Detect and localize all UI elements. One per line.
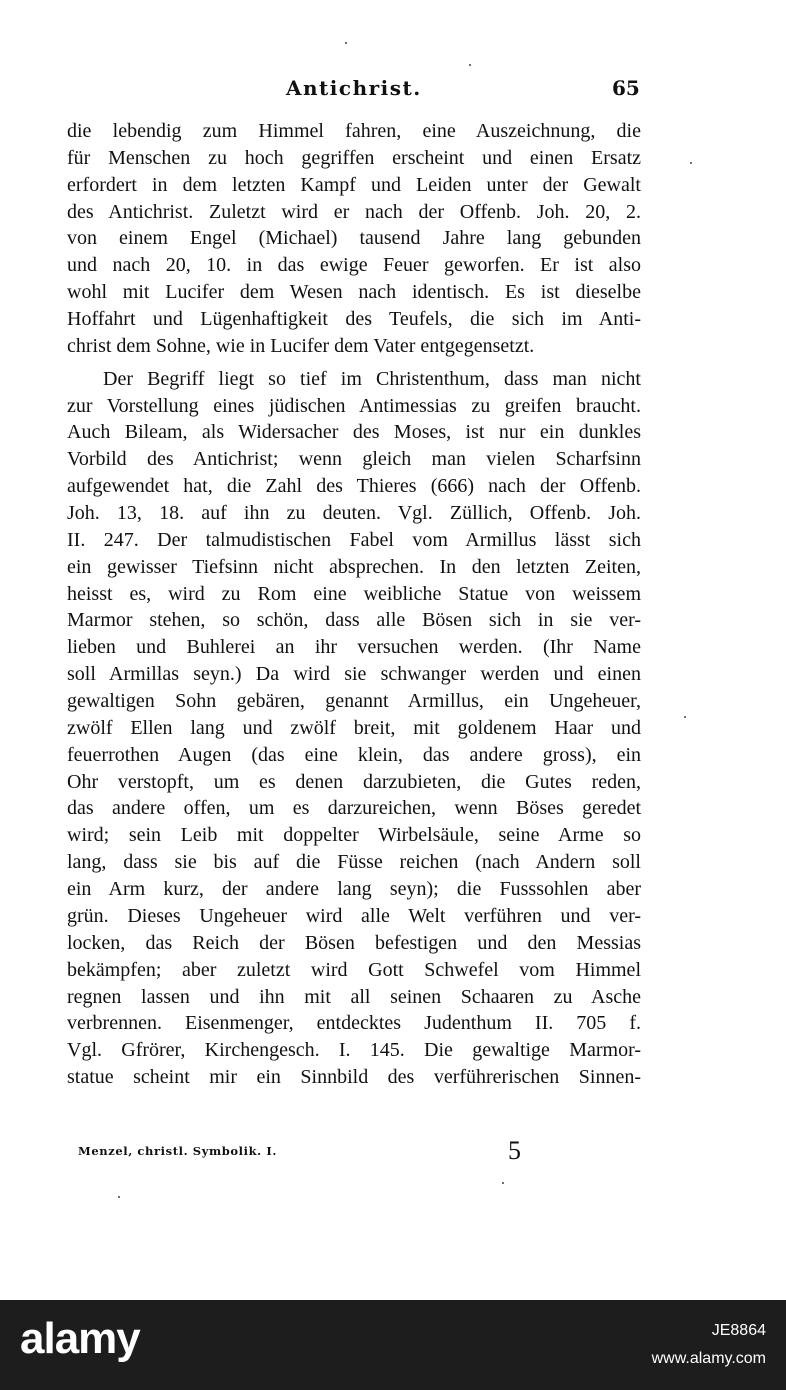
text-line: die lebendig zum Himmel fahren, eine Auszeichnung, die [67,120,641,142]
text-line: II. 247. Der talmudistischen Fabel vom Armillus lässt sich [67,528,641,551]
text-line: ein Arm kurz, der andere lang seyn); die Fusssohlen aber [67,878,641,901]
paper-speck [684,716,686,718]
signature-mark: Menzel, christl. Symbolik. I. [78,1144,277,1158]
paper-speck [469,64,471,66]
text-line: Hoffahrt und Lügenhaftigkeit des Teufels, die sich im Anti- [67,308,641,331]
page-number: 65 [612,76,640,100]
running-head: Antichrist. [286,76,422,100]
text-line: aufgewendet hat, die Zahl des Thieres (666) nach der Offenb. [67,475,641,498]
text-line: Der Begriff liegt so tief im Christenthum, dass man nicht [103,367,641,390]
text-line: Joh. 13, 18. auf ihn zu deuten. Vgl. Züllich, Offenb. Joh. [67,502,641,525]
page-footer [0,1136,786,1168]
text-line: das andere offen, um es darzureichen, wenn Böses geredet [67,797,641,820]
text-line: Vorbild des Antichrist; wenn gleich man vielen Scharfsinn [67,448,641,471]
paper-speck [502,1182,504,1184]
text-line: statue scheint mir ein Sinnbild des verführerischen Sinnen- [67,1066,641,1089]
text-line: lang, dass sie bis auf die Füsse reichen (nach Andern soll [67,851,641,874]
text-line: ein gewisser Tiefsinn nicht absprechen. In den letzten Zeiten, [67,555,641,578]
text-line: erfordert in dem letzten Kampf und Leiden unter der Gewalt [67,173,641,196]
text-line: grün. Dieses Ungeheuer wird alle Welt verführen und ver- [67,904,641,927]
sheet-number: 5 [508,1136,521,1165]
text-line: wird; sein Leib mit doppelter Wirbelsäule, seine Arme so [67,824,641,847]
text-line: locken, das Reich der Bösen befestigen und den Messias [67,931,641,954]
text-line: Vgl. Gfrörer, Kirchengesch. I. 145. Die gewaltige Marmor- [67,1039,641,1062]
paper-speck [345,42,347,44]
text-line: soll Armillas seyn.) Da wird sie schwanger werden und einen [67,663,641,686]
text-line: wohl mit Lucifer dem Wesen nach identisch. Es ist dieselbe [67,281,641,304]
text-line: feuerrothen Augen (das eine klein, das andere gross), ein [67,743,641,766]
text-line: verbrennen. Eisenmenger, entdecktes Judenthum II. 705 f. [67,1012,641,1035]
paper-speck [118,1196,120,1198]
text-line: zwölf Ellen lang und zwölf breit, mit goldenem Haar und [67,716,641,739]
paragraph [67,118,641,360]
paragraph [67,366,641,1091]
text-line: bekämpfen; aber zuletzt wird Gott Schwefel vom Himmel [67,958,641,981]
text-line: regnen lassen und ihn mit all seinen Schaaren zu Asche [67,985,641,1008]
image-id: JE8864 [711,1322,766,1339]
watermark-url: www.alamy.com [651,1350,766,1367]
text-line: des Antichrist. Zuletzt wird er nach der Offenb. Joh. 20, 2. [67,200,641,223]
text-line: gewaltigen Sohn gebären, genannt Armillus, ein Ungeheuer, [67,690,641,713]
text-line: zur Vorstellung eines jüdischen Antimessias zu greifen braucht. [67,394,641,417]
text-line: Marmor stehen, so schön, dass alle Bösen sich in sie ver- [67,609,641,632]
alamy-logo: alamy [20,1314,140,1363]
text-line: Ohr verstopft, um es denen darzubieten, die Gutes reden, [67,770,641,793]
text-line: und nach 20, 10. in das ewige Feuer geworfen. Er ist also [67,254,641,277]
text-line: Auch Bileam, als Widersacher des Moses, ist nur ein dunkles [67,421,641,444]
text-line: christ dem Sohne, wie in Lucifer dem Vater entgegensetzt. [67,334,535,357]
text-line: von einem Engel (Michael) tausend Jahre lang gebunden [67,227,641,250]
text-line: lieben und Buhlerei an ihr versuchen werden. (Ihr Name [67,636,641,659]
page-header [0,76,786,106]
body-text [67,118,641,1091]
watermark-bar [0,1300,786,1390]
paper-speck [690,162,692,164]
text-line: für Menschen zu hoch gegriffen erscheint und einen Ersatz [67,146,641,169]
text-line: heisst es, wird zu Rom eine weibliche Statue von weissem [67,582,641,605]
